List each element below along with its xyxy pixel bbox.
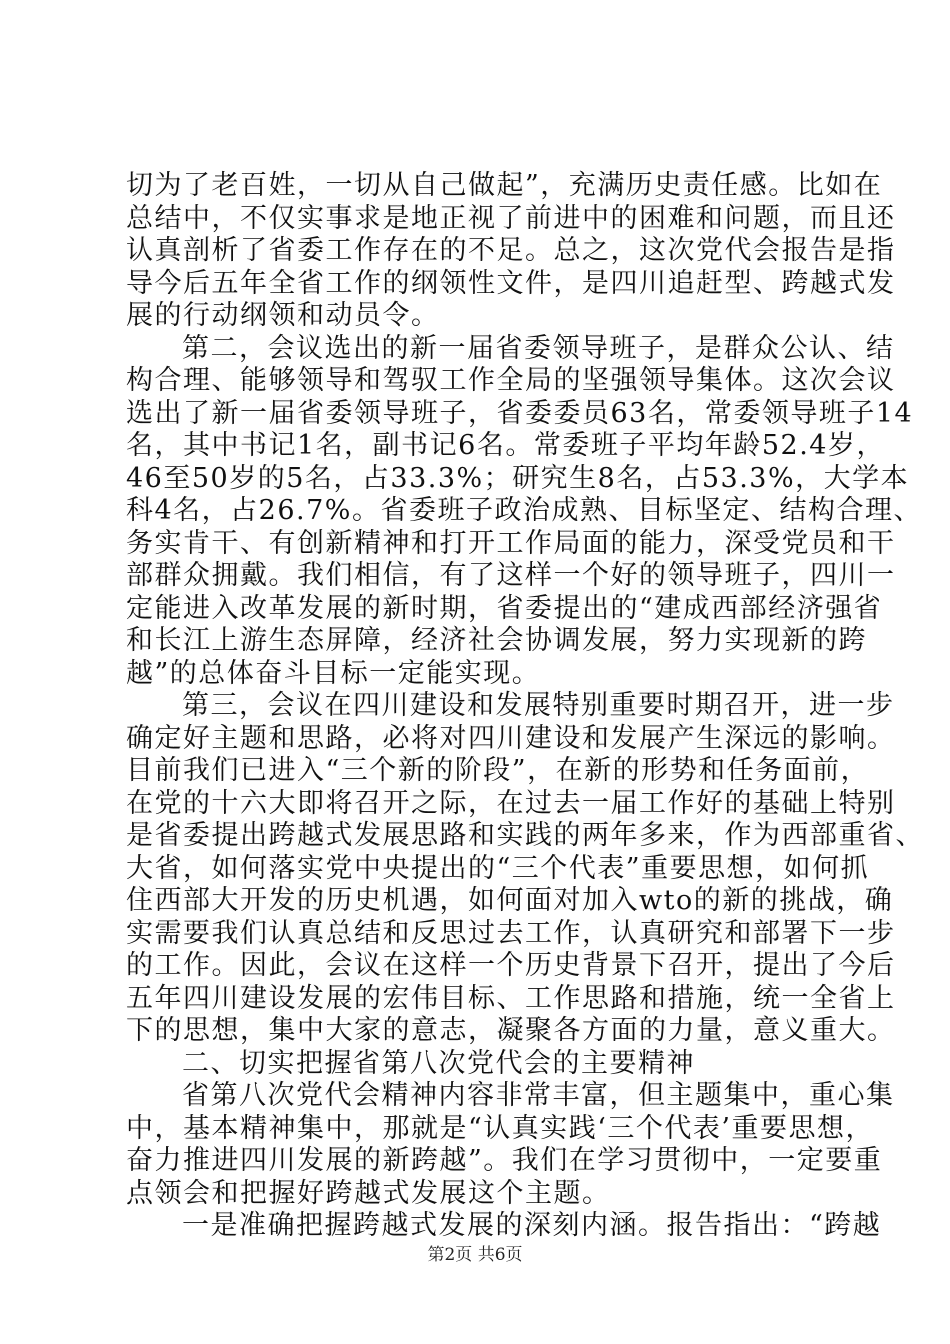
text-line: 认真剖析了省委工作存在的不足。总之，这次党代会报告是指: [126, 235, 896, 266]
text-line: 下的思想，集中大家的意志，凝聚各方面的力量，意义重大。: [126, 1015, 896, 1046]
document-body: [126, 170, 924, 1243]
text-line: 的工作。因此，会议在这样一个历史背景下召开，提出了今后: [126, 950, 896, 981]
text-line: 构合理、能够领导和驾驭工作全局的坚强领导集体。这次会议: [126, 365, 896, 396]
text-line: 第二，会议选出的新一届省委领导班子，是群众公认、结: [182, 332, 895, 364]
text-line: 目前我们已进入“三个新的阶段”，在新的形势和任务面前，: [126, 755, 870, 786]
text-line: 展的行动纲领和动员令。: [126, 300, 440, 331]
text-line: 确定好主题和思路，必将对四川建设和发展产生深远的影响。: [126, 722, 896, 754]
text-line: 务实肯干、有创新精神和打开工作局面的能力，深受党员和干: [126, 527, 896, 559]
text-line: 大省，如何落实党中央提出的“三个代表”重要思想，如何抓: [126, 852, 870, 884]
text-line: 中，基本精神集中，那就是“认真实践‘三个代表’重要思想，: [126, 1112, 874, 1144]
text-line: 选出了新一届省委领导班子，省委委员63名，常委领导班子14: [126, 397, 914, 429]
page-footer: 第2页 共6页: [427, 1245, 523, 1265]
text-line: 在党的十六大即将召开之际，在过去一届工作好的基础上特别: [126, 787, 896, 819]
text-line: 部群众拥戴。我们相信，有了这样一个好的领导班子，四川一: [126, 560, 896, 591]
text-line: 二、切实把握省第八次党代会的主要精神: [182, 1047, 695, 1079]
text-line: 五年四川建设发展的宏伟目标、工作思路和措施，统一全省上: [126, 982, 896, 1014]
text-line: 名，其中书记1名，副书记6名。常委班子平均年龄52.4岁，: [126, 430, 885, 461]
text-line: 定能进入改革发展的新时期，省委提出的“建成西部经济强省: [126, 592, 883, 624]
text-line: 科4名，占26.7%。省委班子政治成熟、目标坚定、结构合理、: [126, 495, 922, 526]
text-line: 住西部大开发的历史机遇，如何面对加入wto的新的挑战，确: [126, 885, 894, 916]
text-line: 实需要我们认真总结和反思过去工作，认真研究和部署下一步: [126, 917, 896, 949]
text-line: 46至50岁的5名，占33.3%；研究生8名，占53.3%，大学本: [126, 462, 910, 494]
text-line: 导今后五年全省工作的纲领性文件，是四川追赶型、跨越式发: [126, 267, 896, 299]
text-line: 省第八次党代会精神内容非常丰富，但主题集中，重心集: [182, 1080, 895, 1111]
text-line: 点领会和把握好跨越式发展这个主题。: [126, 1177, 611, 1209]
text-line: 是省委提出跨越式发展思路和实践的两年多来，作为西部重省、: [126, 820, 924, 851]
text-line: 越”的总体奋斗目标一定能实现。: [126, 657, 541, 689]
text-line: 切为了老百姓，一切从自己做起”，充满历史责任感。比如在: [126, 170, 883, 201]
text-line: 奋力推进四川发展的新跨越”。我们在学习贯彻中，一定要重: [126, 1145, 883, 1176]
text-line: 第三，会议在四川建设和发展特别重要时期召开，进一步: [182, 690, 895, 721]
text-line: 一是准确把握跨越式发展的深刻内涵。报告指出：“跨越: [182, 1210, 882, 1241]
text-line: 总结中，不仅实事求是地正视了前进中的困难和问题，而且还: [126, 202, 896, 234]
text-line: 和长江上游生态屏障，经济社会协调发展，努力实现新的跨: [126, 625, 867, 656]
